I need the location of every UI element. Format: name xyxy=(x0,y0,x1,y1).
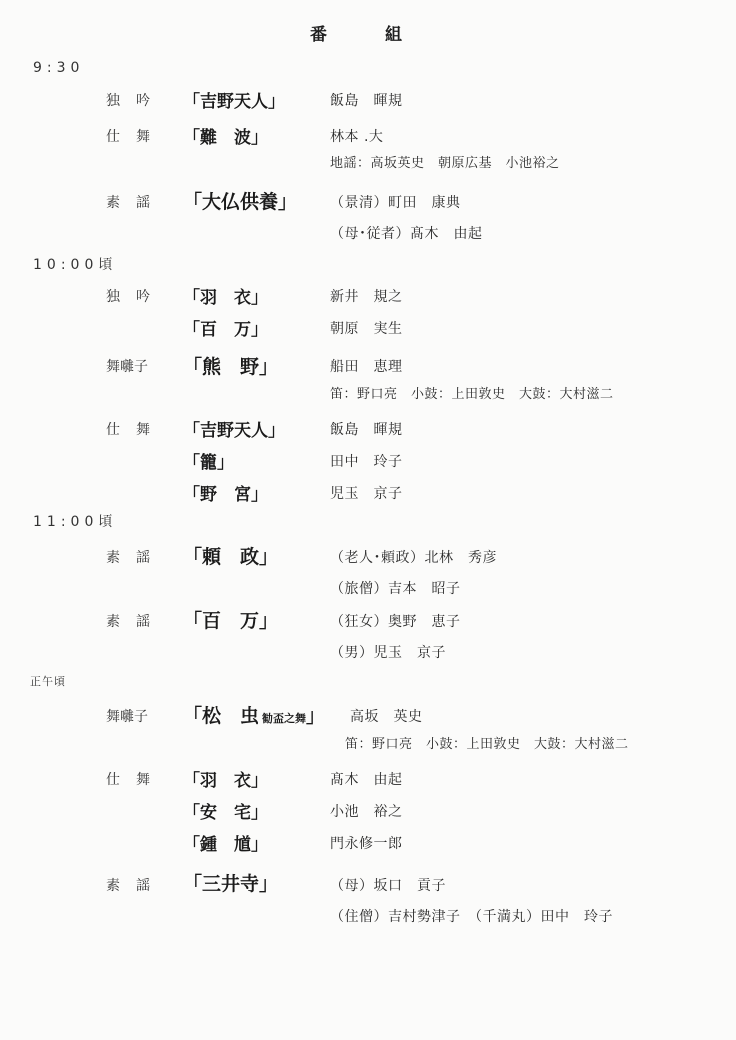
category-label: 舞囃子 xyxy=(106,359,148,375)
piece-title xyxy=(183,701,325,728)
category-label: 仕 舞 xyxy=(106,422,151,438)
performer: 小池 裕之 xyxy=(330,804,403,820)
category-label: 素 謡 xyxy=(106,195,151,211)
performer: 児玉 京子 xyxy=(330,486,403,502)
section-time: 9:30 xyxy=(33,60,85,76)
piece-title: 「野 宮」 xyxy=(183,485,268,505)
category-label: 独 吟 xyxy=(106,289,151,305)
performer: 林本 .大 xyxy=(330,129,384,145)
piece-title: 「大仏供養」 xyxy=(183,191,298,213)
performer: （狂女）奥野 恵子 xyxy=(330,614,461,630)
musicians-line: 笛：野口亮 小鼓：上田敦史 大鼓：大村滋二 xyxy=(330,387,614,402)
piece-title: 「百 万」 xyxy=(183,320,268,340)
chorus-line: 地謡：高坂英史 朝原広基 小池裕之 xyxy=(330,156,560,171)
performer: （住僧）吉村勢津子 （千満丸）田中 玲子 xyxy=(330,909,613,925)
performer: 高坂 英史 xyxy=(350,709,423,725)
piece-subtitle: 勧盃之舞 xyxy=(262,712,307,725)
piece-title: 「鍾 馗」 xyxy=(183,835,268,855)
piece-title: 「籠」 xyxy=(183,453,234,473)
piece-title: 「百 万」 xyxy=(183,610,279,632)
category-label: 仕 舞 xyxy=(106,129,151,145)
piece-title: 「羽 衣」 xyxy=(183,771,268,791)
performer: 飯島 暉規 xyxy=(330,93,403,109)
piece-title: 「難 波」 xyxy=(183,128,268,148)
section-time: 正午頃 xyxy=(30,675,66,688)
piece-title: 「安 宅」 xyxy=(183,803,268,823)
section-time: 10:00頃 xyxy=(33,257,118,273)
category-label: 素 謡 xyxy=(106,878,151,894)
performer: （母･従者）髙木 由起 xyxy=(330,226,483,242)
section-time: 11:00頃 xyxy=(33,514,118,530)
performer: 船田 恵理 xyxy=(330,359,403,375)
title-char-2: 組 xyxy=(385,25,404,45)
performer: （景清）町田 康典 xyxy=(330,195,461,211)
piece-title: 「吉野天人」 xyxy=(183,92,285,112)
category-label: 独 吟 xyxy=(106,93,151,109)
piece-title: 「羽 衣」 xyxy=(183,288,268,308)
performer: （老人･頼政）北林 秀彦 xyxy=(330,550,497,566)
performer: 門永修一郎 xyxy=(330,836,403,852)
musicians-line: 笛：野口亮 小鼓：上田敦史 大鼓：大村滋二 xyxy=(345,737,629,752)
performer: 田中 玲子 xyxy=(330,454,403,470)
category-label: 舞囃子 xyxy=(106,709,148,725)
piece-title: 「熊 野」 xyxy=(183,356,279,378)
piece-title: 「頼 政」 xyxy=(183,546,279,568)
category-label: 素 謡 xyxy=(106,550,151,566)
performer: （旅僧）吉本 昭子 xyxy=(330,581,461,597)
performer: 朝原 実生 xyxy=(330,321,403,337)
piece-title-main: 「松 虫 xyxy=(183,705,260,727)
category-label: 仕 舞 xyxy=(106,772,151,788)
performer: （男）児玉 京子 xyxy=(330,645,446,661)
category-label: 素 謡 xyxy=(106,614,151,630)
performer: （母）坂口 貢子 xyxy=(330,878,446,894)
piece-title: 「吉野天人」 xyxy=(183,421,285,441)
piece-title: 「三井寺」 xyxy=(183,873,279,895)
title-char-1: 番 xyxy=(310,25,329,45)
performer: 髙木 由起 xyxy=(330,772,403,788)
performer: 新井 規之 xyxy=(330,289,403,305)
performer: 飯島 暉規 xyxy=(330,422,403,438)
piece-title-close: 」 xyxy=(306,705,326,727)
